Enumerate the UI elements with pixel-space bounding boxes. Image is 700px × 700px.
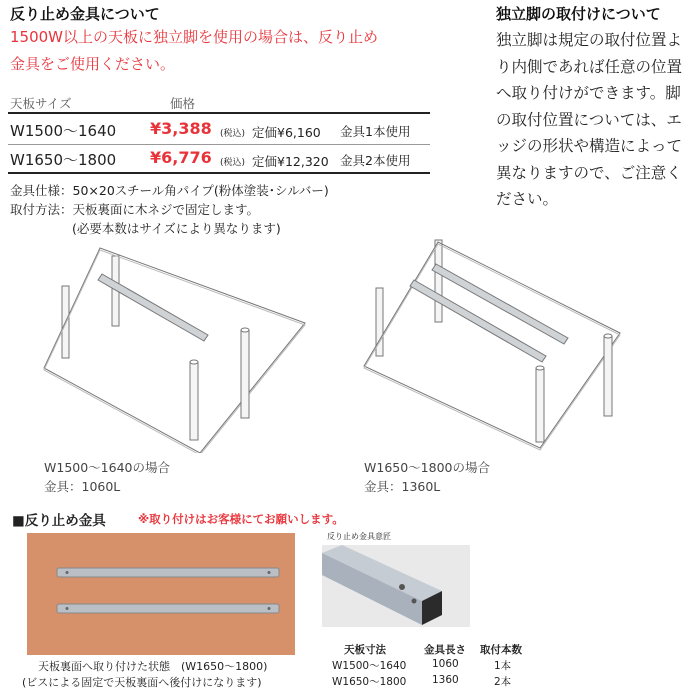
row-size: W1650〜1800 xyxy=(10,151,117,169)
bracket-section-title: 反り止め金具について xyxy=(10,5,160,23)
diagram-bracket-length: 金具：1060L xyxy=(44,479,121,494)
intro-line-1: 1500W以上の天板に独立脚を使用の場合は、反り止め xyxy=(10,28,379,46)
photo-caption-1: 天板裏面へ取り付けた状態 (W1650〜1800) xyxy=(38,660,268,673)
diagram-caption: W1650〜1800の場合 xyxy=(364,460,490,475)
row-size: W1500〜1640 xyxy=(10,122,117,140)
spec-header-size: 天板寸法 xyxy=(344,644,386,656)
row-tax: (税込) xyxy=(220,158,246,168)
row-price: ¥3,388 xyxy=(150,119,212,138)
table-top-rule xyxy=(8,112,430,114)
table-row-rule xyxy=(8,144,430,145)
install-notice: ※取り付けはお客様にてお願いします。 xyxy=(138,512,344,526)
legs-line: 異なりますので、ご注意く xyxy=(496,163,682,182)
mounted-bracket-illustration xyxy=(27,533,295,655)
spec-row-length: 1360 xyxy=(432,674,459,686)
diagram-caption: W1500〜1640の場合 xyxy=(44,460,170,475)
intro-line-2: 金具をご使用ください。 xyxy=(10,55,176,73)
closeup-label: 反り止め金具意匠 xyxy=(327,532,391,541)
table-diagram-double-bracket xyxy=(360,238,660,453)
legs-line: 独立脚は規定の取付位置よ xyxy=(496,31,683,49)
table-bottom-rule xyxy=(8,172,430,174)
spec-line-2: 取付方法：天板裏面に木ネジで固定します。 xyxy=(10,202,260,217)
spec-line-1: 金具仕様：50×20スチール角パイプ(粉体塗装･シルバー) xyxy=(10,183,329,198)
spec-row-length: 1060 xyxy=(432,658,459,670)
legs-line: ださい。 xyxy=(496,190,559,208)
col-price-header: 価格 xyxy=(170,96,196,111)
spec-header-count: 取付本数 xyxy=(480,644,522,656)
spec-line-3: (必要本数はサイズにより異なります) xyxy=(72,221,281,236)
spec-row-size: W1650〜1800 xyxy=(332,676,407,688)
row-list-price: 定価¥12,320 xyxy=(252,154,329,169)
bottom-section-title: ■反り止め金具 xyxy=(12,513,106,529)
row-usage: 金具2本使用 xyxy=(340,153,411,168)
spec-row-size: W1500〜1640 xyxy=(332,660,407,672)
row-price: ¥6,776 xyxy=(150,148,212,167)
row-list-price: 定価¥6,160 xyxy=(252,125,321,140)
row-usage: 金具1本使用 xyxy=(340,124,411,139)
spec-header-length: 金具長さ xyxy=(424,644,466,656)
legs-body-text xyxy=(496,27,700,213)
col-size-header: 天板サイズ xyxy=(10,96,72,111)
legs-line: へ取り付けができます。脚 xyxy=(496,84,681,102)
photo-caption-2: (ビスによる固定で天板裏面へ後付けになります) xyxy=(22,676,262,689)
legs-line: の取付位置については、エ xyxy=(496,110,682,129)
legs-section-title: 独立脚の取付けについて xyxy=(496,5,661,23)
spec-row-count: 2本 xyxy=(494,676,512,688)
table-diagram-single-bracket xyxy=(40,238,330,453)
row-tax: (税込) xyxy=(220,129,246,139)
legs-line: り内側であれば任意の位置 xyxy=(496,57,683,76)
legs-line: ッジの形状や構造によって xyxy=(496,137,683,155)
mounted-bracket-photo xyxy=(27,533,295,655)
bracket-closeup-image xyxy=(322,545,470,627)
diagram-bracket-length: 金具：1360L xyxy=(364,479,441,494)
spec-row-count: 1本 xyxy=(494,660,512,672)
